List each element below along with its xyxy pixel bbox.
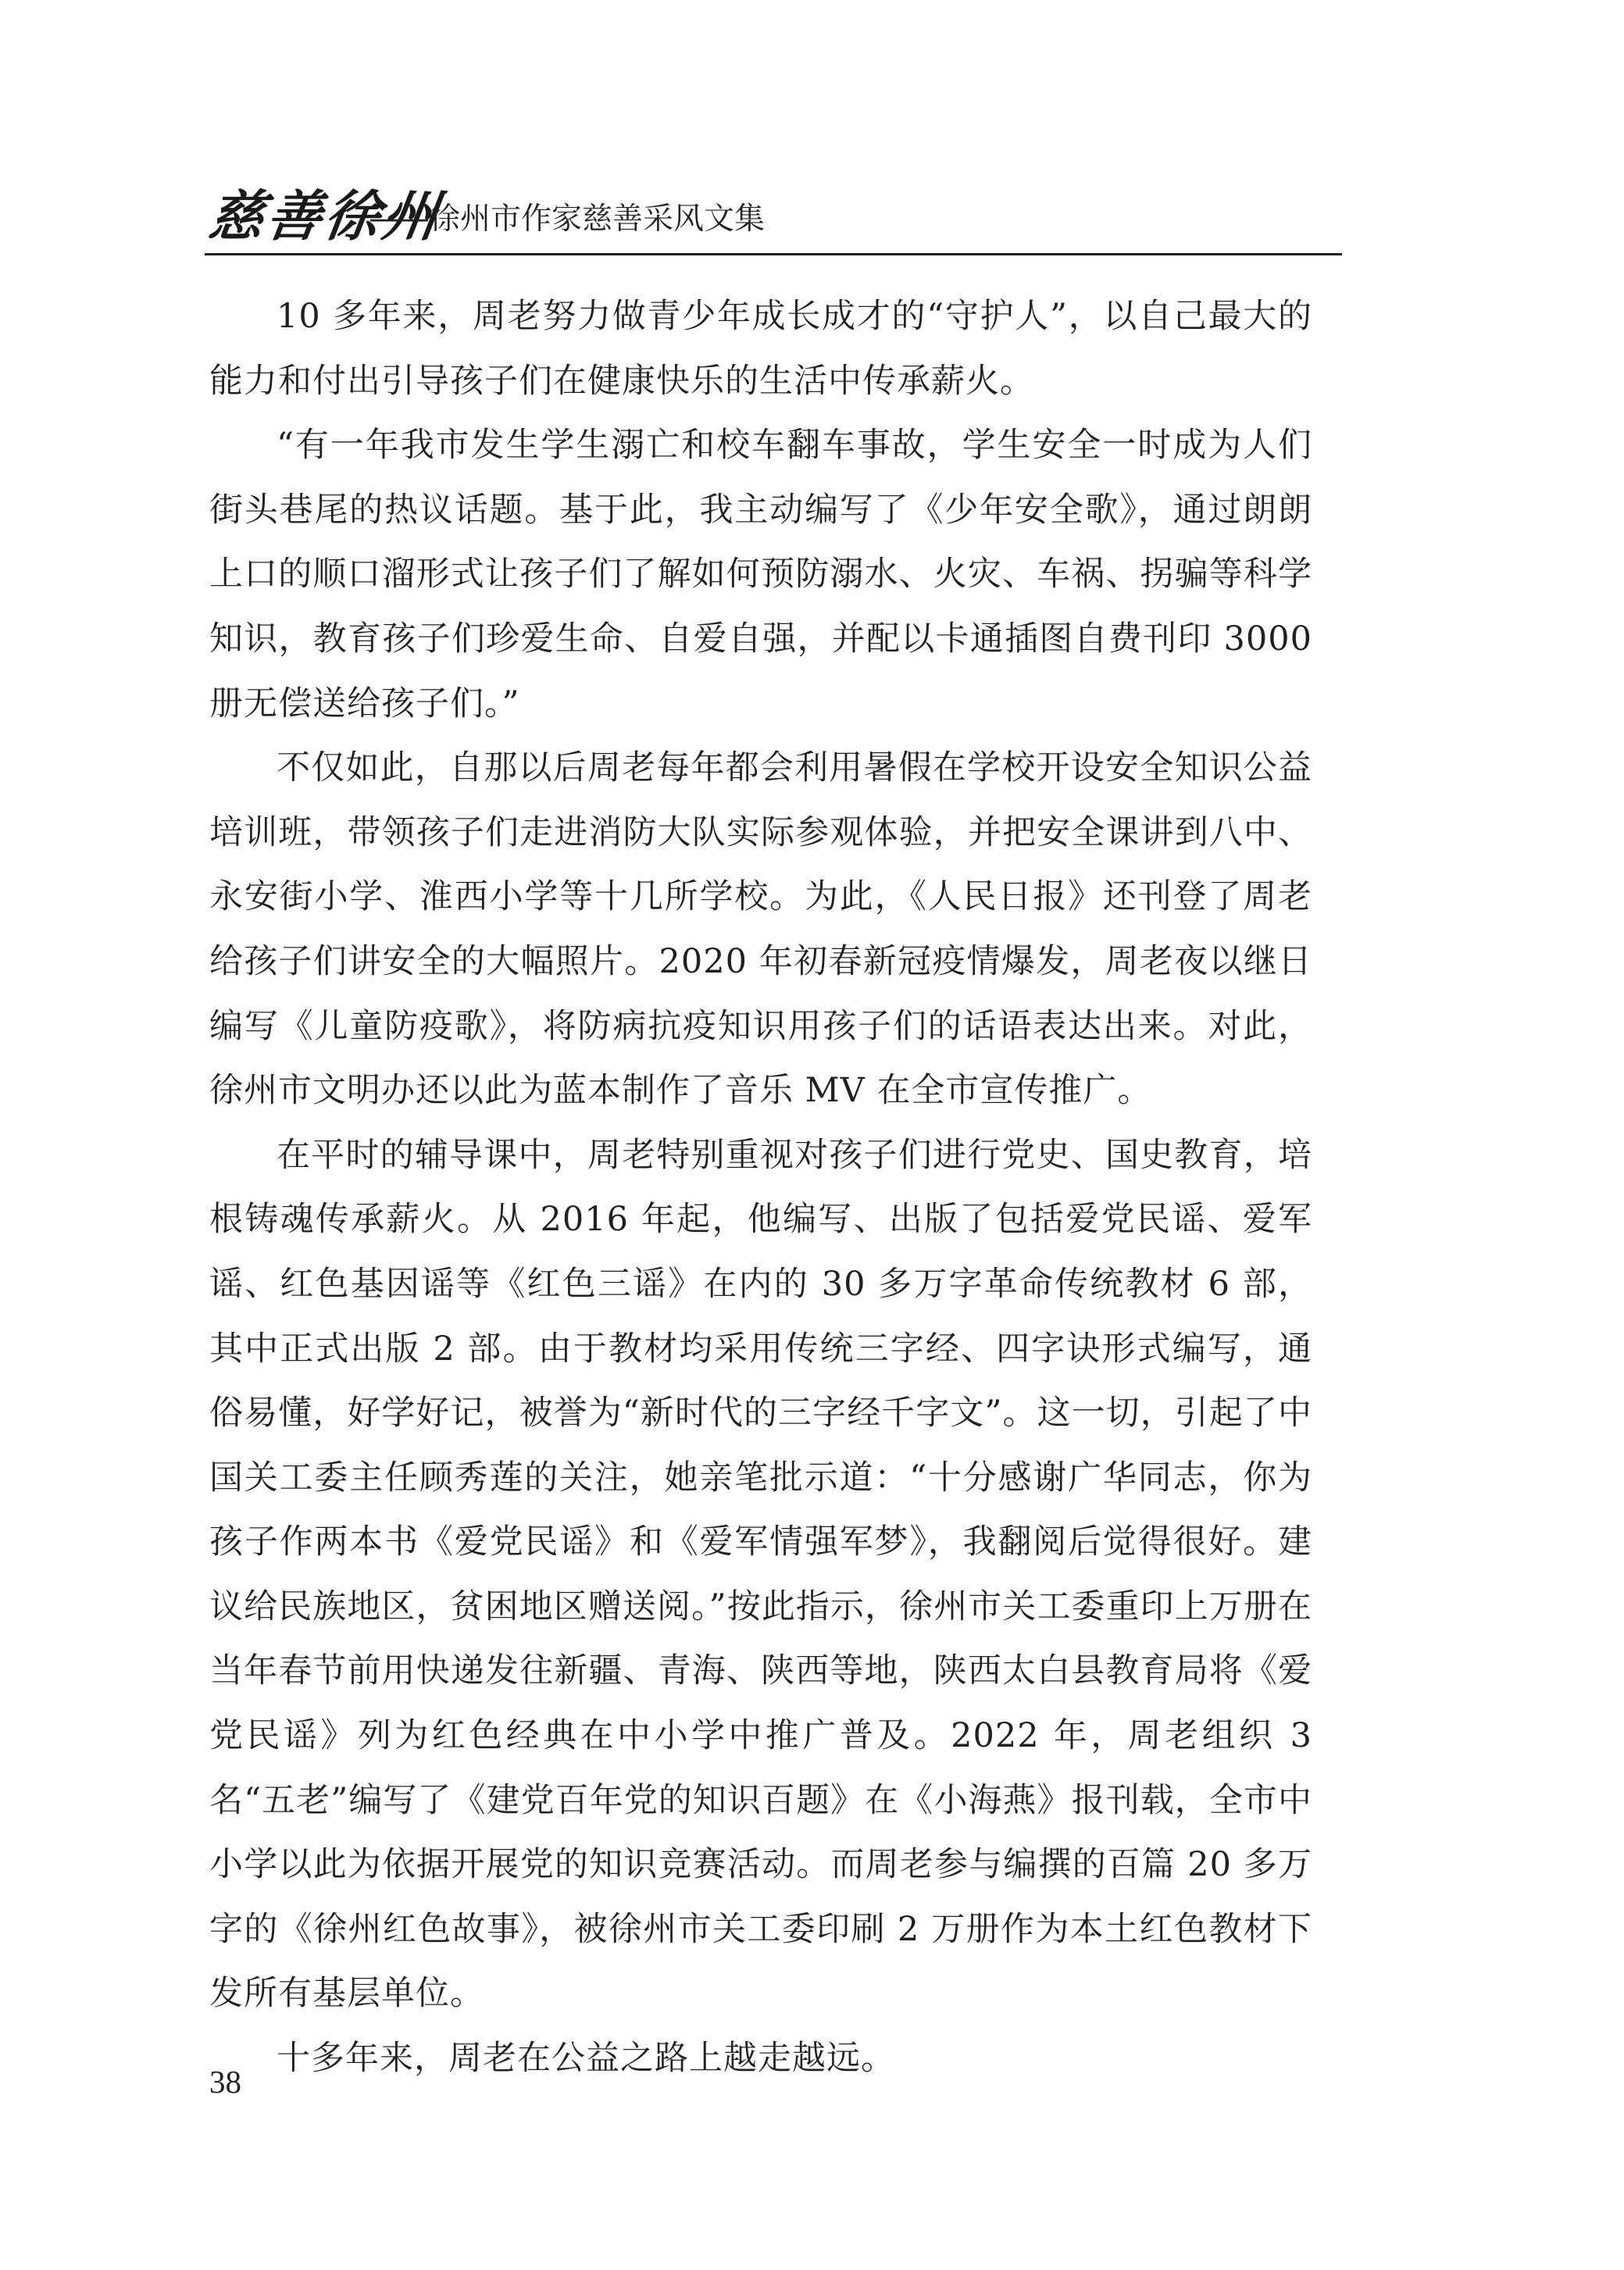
paragraph-1: 10 多年来，周老努力做青少年成长成才的“守护人”，以自己最大的能力和付出引导孩子们在健康快乐的生活中传承薪火。	[209, 297, 1312, 401]
book-subtitle: ——徐州市作家慈善采风文集	[369, 202, 766, 237]
paragraph-4: 在平时的辅导课中，周老特别重视对孩子们进行党史、国史教育，培根铸魂传承薪火。从 2016 年起，他编写、出版了包括爱党民谣、爱军谣、红色基因谣等《红色三谣》在内的 30 多万字革命传统教材 6 部，其中正式出版 2 部。由于教材均采用传统三字经、四字诀形式编写，通俗易懂，好学好记，被誉为“新时代的三字经千字文”。这一切，引起了中国关工委主任顾秀莲的关注，她亲笔批示道：“十分感谢广华同志，你为孩子作两本书《爱党民谣》和《爱军情强军梦》，我翻阅后觉得很好。建议给民族地区，贫困地区赠送阅。”按此指示，徐州市关工委重印上万册在当年春节前用快递发往新疆、青海、陕西等地，陕西太白县教育局将《爱党民谣》列为红色经典在中小学中推广普及。2022 年，周老组织 3 名“五老”编写了《建党百年党的知识百题》在《小海燕》报刊载，全市中小学以此为依据开展党的知识竞赛活动。而周老参与编撰的百篇 20 多万字的《徐州红色故事》，被徐州市关工委印刷 2 万册作为本土红色教材下发所有基层单位。	[209, 1135, 1312, 2014]
paragraph-3: 不仅如此，自那以后周老每年都会利用暑假在学校开设安全知识公益培训班，带领孩子们走进消防大队实际参观体验，并把安全课讲到八中、永安街小学、淮西小学等十几所学校。为此，《人民日报》还刊登了周老给孩子们讲安全的大幅照片。2020 年初春新冠疫情爆发，周老夜以继日编写《儿童防疫歌》，将防病抗疫知识用孩子们的话语表达出来。对此，徐州市文明办还以此为蓝本制作了音乐 MV 在全市宣传推广。	[209, 748, 1312, 1111]
paragraph-5: 十多年来，周老在公益之路上越走越远。	[277, 2039, 895, 2079]
header-divider	[205, 253, 1342, 255]
page-number: 38	[209, 2064, 241, 2100]
article-body	[209, 284, 1312, 2091]
running-header	[205, 184, 1342, 256]
book-logo: 慈善徐州	[205, 184, 445, 248]
paragraph-2: “有一年我市发生学生溺亡和校车翻车事故，学生安全一时成为人们街头巷尾的热议话题。基于此，我主动编写了《少年安全歌》，通过朗朗上口的顺口溜形式让孩子们了解如何预防溺水、火灾、车祸、拐骗等科学知识，教育孩子们珍爱生命、自爱自强，并配以卡通插图自费刊印 3000 册无偿送给孩子们。”	[209, 426, 1312, 723]
